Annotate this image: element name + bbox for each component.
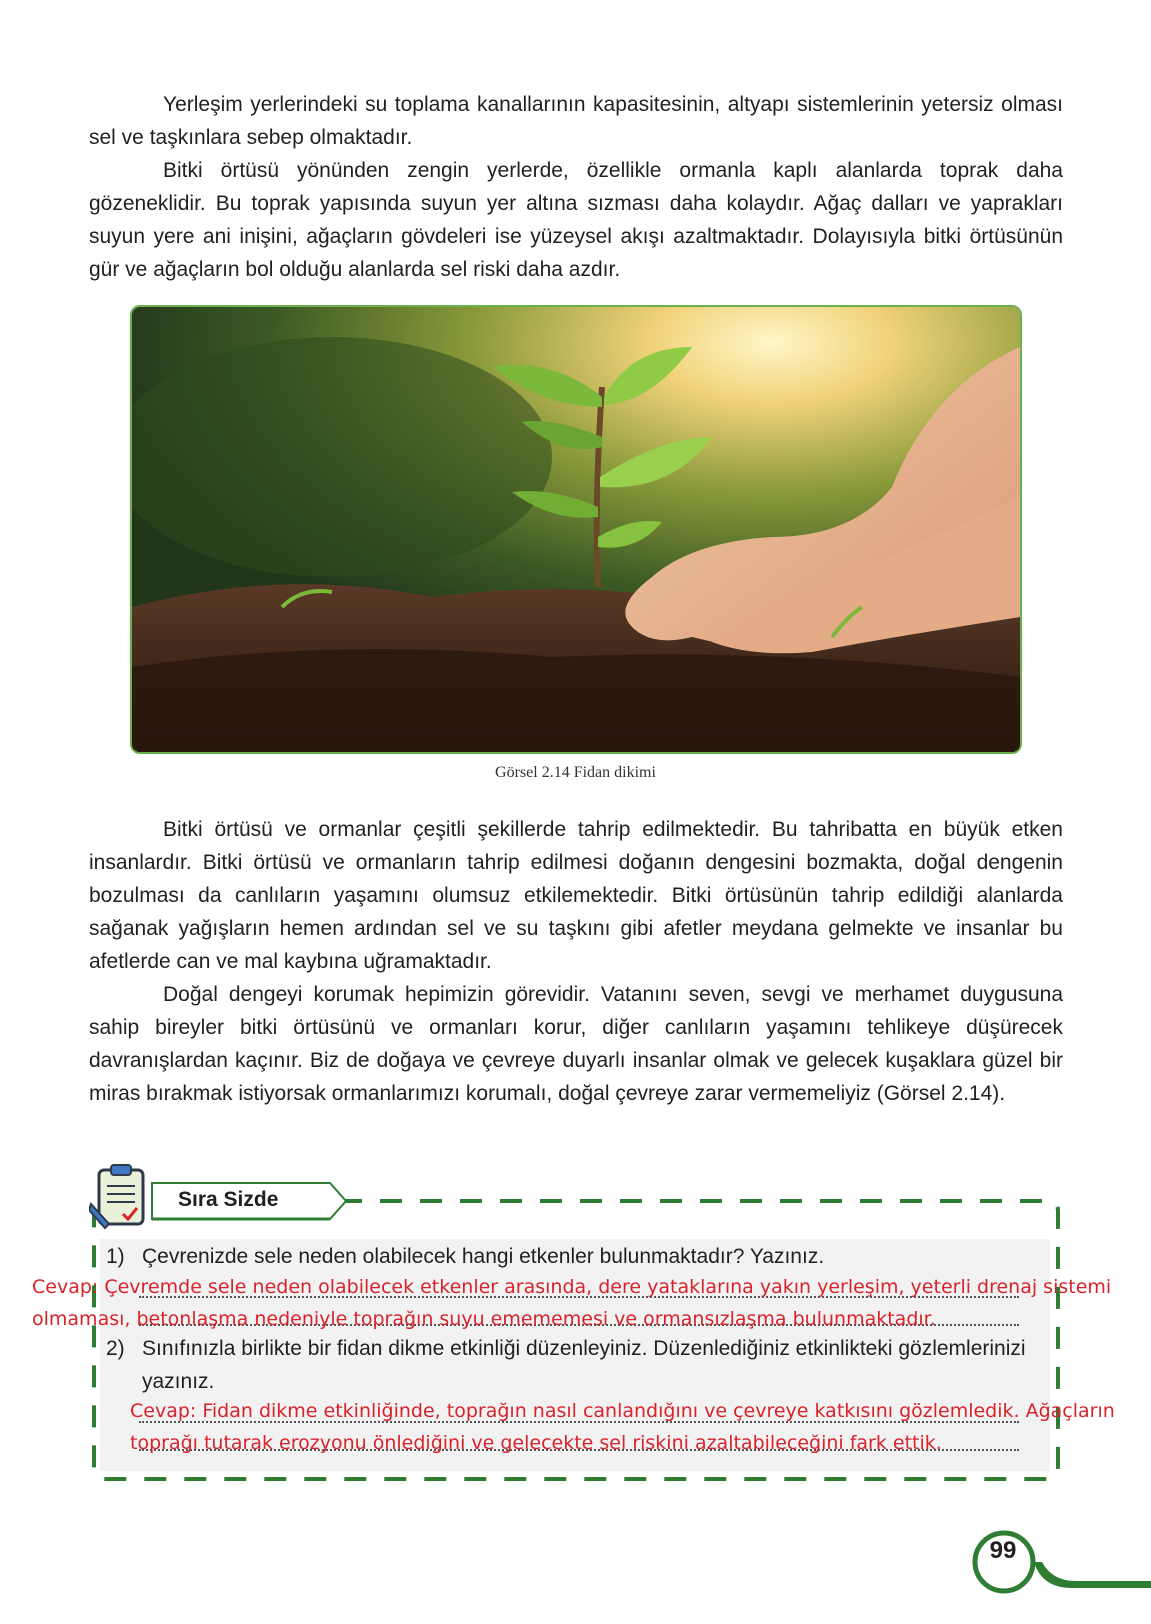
answer-1 xyxy=(32,1271,1111,1335)
question-text: Çevrenizde sele neden olabilecek hangi etkenler bulunmaktadır? Yazınız. xyxy=(142,1245,825,1268)
answer-line-text: olmaması, betonlaşma nedeniyle toprağın suyu emememesi ve ormansızlaşma bulunmaktadır. xyxy=(32,1308,936,1330)
paragraph: Bitki örtüsü yönünden zengin yerlerde, özellikle ormanla kaplı alanlarda toprak daha gözeneklidir. Bu toprak yapısında suyun yer altına sızması daha kolaydır. Ağaç dalları ve yaprakları suyun yere ani inişini, ağaçların gövdeleri ise yüzeysel akışı azaltmaktadır. Dolayısıyla bitki örtüsünün gür ve ağaçların bol olduğu alanlarda sel riski daha azdır. xyxy=(89,159,1063,281)
task-title: Sıra Sizde xyxy=(178,1188,279,1211)
question-text: Sınıfınızla birlikte bir fidan dikme etkinliği düzenleyiniz. Düzenlediğiniz etkinlikteki gözlemlerinizi yazınız. xyxy=(142,1337,1026,1393)
intro-text xyxy=(89,88,1063,286)
clipboard-pencil-icon xyxy=(89,1164,151,1230)
answer-line-text: Cevap: Çevremde sele neden olabilecek etkenler arasında, dere yataklarına yakın yerleşim, yeterli drenaj sistemi xyxy=(32,1276,1112,1298)
question-number: 2) xyxy=(106,1337,125,1360)
answer-line-text: toprağı tutarak erozyonu önlediğini ve gelecekte sel riskini azaltabileceğini fark ettik. xyxy=(130,1432,942,1454)
paragraph: Doğal dengeyi korumak hepimizin görevidir. Vatanını seven, sevgi ve merhamet duygusuna sahip bireyler bitki örtüsünü ve ormanları korur, diğer canlıların yaşamını tehlikeye düşürecek davranışlardan kaçınır. Biz de doğaya ve çevreye duyarlı insanlar olmak ve gelecek kuşaklara güzel bir miras bırakmak istiyorsak ormanlarımızı korumalı, doğal çevreye zarar vermemeliyiz (Görsel 2.14). xyxy=(89,983,1063,1105)
figure-caption: Görsel 2.14 Fidan dikimi xyxy=(495,764,656,781)
paragraph: Bitki örtüsü ve ormanlar çeşitli şekillerde tahrip edilmektedir. Bu tahribatta en büyük etken insanlardır. Bitki örtüsü ve ormanların tahrip edilmesi doğanın dengesini bozmakta, doğal dengenin bozulması da canlıların yaşamını olumsuz etkilemektedir. Bitki örtüsünün tahrip edildiği alanlarda sağanak yağışların hemen ardından sel ve su taşkını gibi afetler meydana gelmekte ve insanlar bu afetlerde can ve mal kaybına uğramaktadır. xyxy=(89,818,1063,973)
seedling-photo xyxy=(130,305,1022,754)
answer-2 xyxy=(130,1395,1115,1459)
question-number: 1) xyxy=(106,1245,125,1268)
paragraph: Yerleşim yerlerindeki su toplama kanallarının kapasitesinin, altyapı sistemlerinin yetersiz olması sel ve taşkınlara sebep olmaktadır. xyxy=(89,93,1063,149)
task-title-tag xyxy=(150,1181,350,1221)
answer-line-text: Cevap: Fidan dikme etkinliğinde, toprağın nasıl canlandığını ve çevreye katkısını gözlemledik. Ağaçların xyxy=(130,1400,1115,1422)
page-number: 99 xyxy=(989,1537,1017,1564)
body-text xyxy=(89,813,1063,1110)
seedling-hands-illustration xyxy=(132,307,1020,752)
